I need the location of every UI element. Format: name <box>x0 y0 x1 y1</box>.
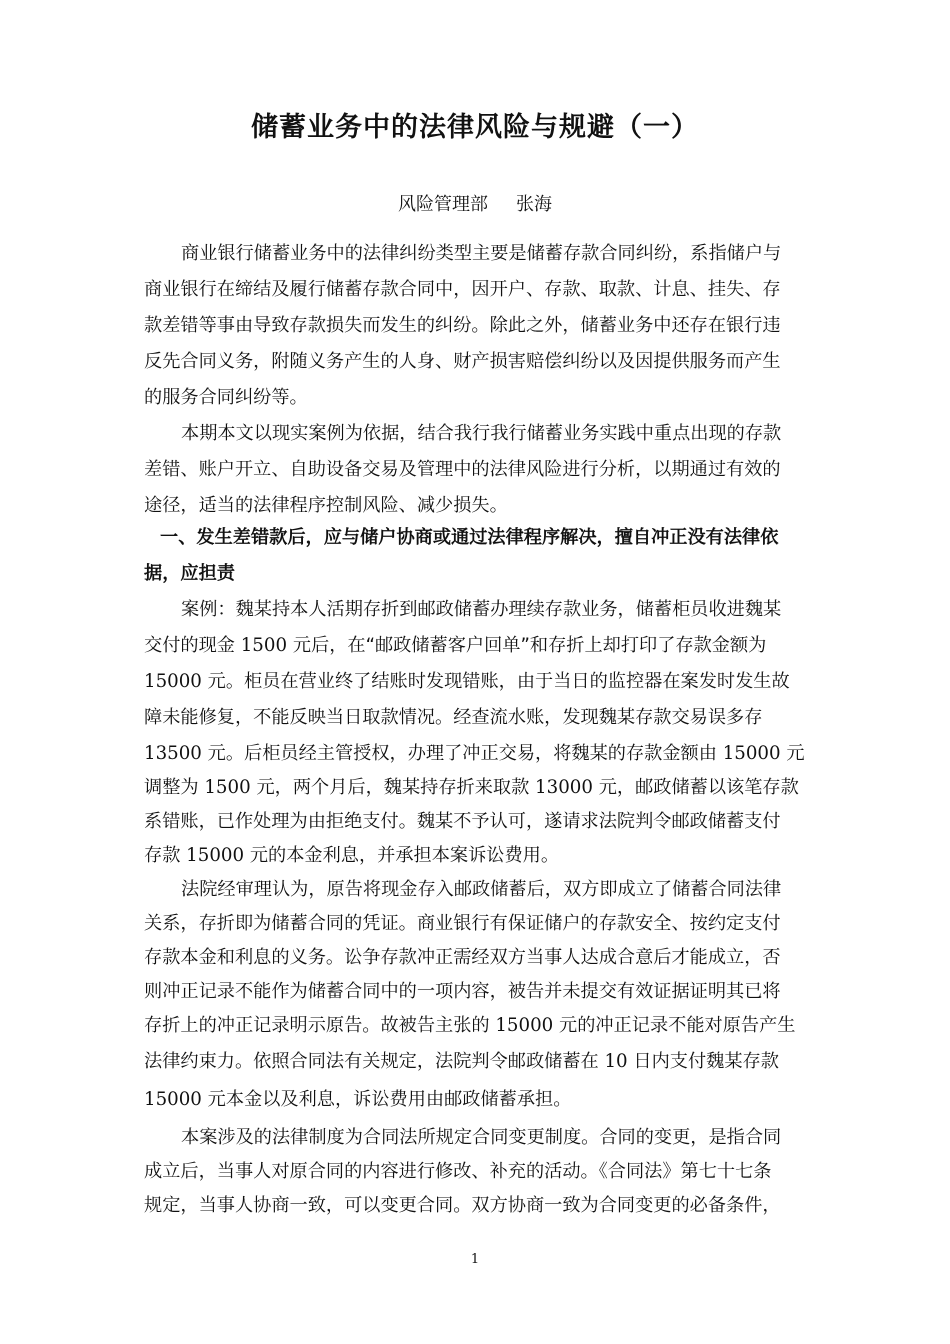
inline-number: 1500 <box>240 635 288 656</box>
body-line: 成立后，当事人对原合同的内容进行修改、补充的活动。《合同法》第七十七条 <box>144 1161 772 1182</box>
inline-number: 15000 <box>186 845 245 866</box>
body-line: 15000 元。柜员在营业终了结账时发现错账，由于当日的监控器在案发时发生故 <box>144 671 790 692</box>
body-line: 存款本金和利息的义务。讼争存款冲正需经双方当事人达成合意后才能成立，否 <box>144 947 781 968</box>
body-line: 交付的现金 1500 元后，在“邮政储蓄客户回单”和存折上却打印了存款金额为 <box>144 635 767 656</box>
body-line: 本案涉及的法律制度为合同法所规定合同变更制度。合同的变更，是指合同 <box>181 1127 782 1148</box>
body-line: 法院经审理认为，原告将现金存入邮政储蓄后，双方即成立了储蓄合同法律 <box>181 879 782 900</box>
section-heading-line: 据，应担责 <box>144 563 235 584</box>
body-line: 关系，存折即为储蓄合同的凭证。商业银行有保证储户的存款安全、按约定支付 <box>144 913 781 934</box>
body-line: 差错、账户开立、自助设备交易及管理中的法律风险进行分析，以期通过有效的 <box>144 459 781 480</box>
body-line: 商业银行在缔结及履行储蓄存款合同中，因开户、存款、取款、计息、挂失、存 <box>144 279 781 300</box>
body-line: 款差错等事由导致存款损失而发生的纠纷。除此之外，储蓄业务中还存在银行违 <box>144 315 781 336</box>
inline-number: 15000 <box>144 1089 202 1110</box>
department-name: 风险管理部 <box>398 194 488 215</box>
body-line: 法律约束力。依照合同法有关规定，法院判令邮政储蓄在 10 日内支付魏某存款 <box>144 1051 779 1072</box>
body-line: 存折上的冲正记录明示原告。故被告主张的 15000 元的冲正记录不能对原告产生 <box>144 1015 796 1036</box>
inline-number: 15000 <box>144 671 202 692</box>
document-title: 储蓄业务中的法律风险与规避（一） <box>251 112 699 143</box>
inline-number: 13000 <box>535 777 593 798</box>
inline-number: 15000 <box>722 743 781 764</box>
author-line <box>0 190 950 220</box>
inline-number: 15000 <box>495 1015 554 1036</box>
body-line: 存款 15000 元的本金利息，并承担本案诉讼费用。 <box>144 845 560 866</box>
body-line: 调整为 1500 元，两个月后，魏某持存折来取款 13000 元，邮政储蓄以该笔存款 <box>144 777 799 798</box>
body-line: 13500 元。后柜员经主管授权，办理了冲正交易，将魏某的存款金额由 15000 元 <box>144 743 805 764</box>
inline-number: 1500 <box>204 777 251 798</box>
body-line: 本期本文以现实案例为依据，结合我行我行储蓄业务实践中重点出现的存款 <box>181 423 782 444</box>
page-number: 1 <box>470 1252 480 1267</box>
inline-number: 10 <box>604 1051 628 1072</box>
body-line: 15000 元本金以及利息，诉讼费用由邮政储蓄承担。 <box>144 1089 572 1110</box>
inline-number: 13500 <box>144 743 202 764</box>
body-line: 案例：魏某持本人活期存折到邮政储蓄办理续存款业务，储蓄柜员收进魏某 <box>181 599 782 620</box>
body-line: 规定，当事人协商一致，可以变更合同。双方协商一致为合同变更的必备条件， <box>144 1195 781 1216</box>
body-line: 反先合同义务，附随义务产生的人身、财产损害赔偿纠纷以及因提供服务而产生 <box>144 351 781 372</box>
body-line: 系错账，已作处理为由拒绝支付。魏某不予认可，遂请求法院判令邮政储蓄支付 <box>144 811 781 832</box>
body-line: 的服务合同纠纷等。 <box>144 387 308 408</box>
body-line: 商业银行储蓄业务中的法律纠纷类型主要是储蓄存款合同纠纷，系指储户与 <box>181 243 782 264</box>
body-line: 途径，适当的法律程序控制风险、减少损失。 <box>144 495 508 516</box>
author-name: 张海 <box>516 194 552 215</box>
section-heading-line: 一、发生差错款后，应与储户协商或通过法律程序解决，擅自冲正没有法律依 <box>160 527 779 548</box>
body-line: 则冲正记录不能作为储蓄合同中的一项内容，被告并未提交有效证据证明其已将 <box>144 981 781 1002</box>
body-line: 障未能修复，不能反映当日取款情况。经查流水账，发现魏某存款交易误多存 <box>144 707 763 728</box>
